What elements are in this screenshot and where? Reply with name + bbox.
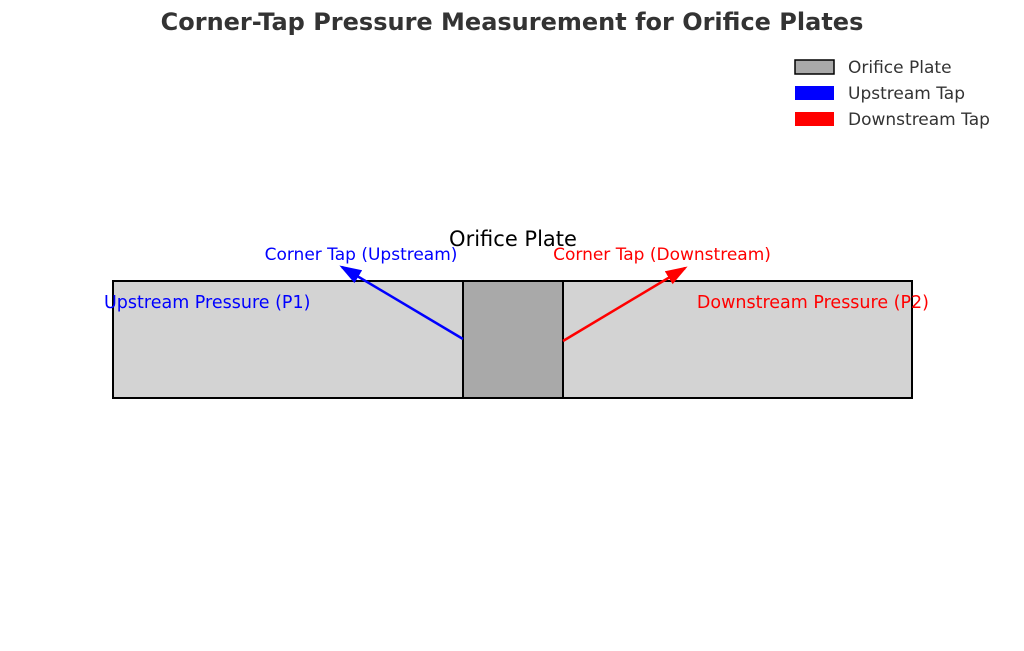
orifice-plate bbox=[463, 281, 563, 398]
figure-title: Corner-Tap Pressure Measurement for Orifice Plates bbox=[160, 8, 864, 36]
upstream-pressure-label: Upstream Pressure (P1) bbox=[104, 293, 311, 313]
orifice-plate-label: Orifice Plate bbox=[449, 227, 577, 251]
legend-swatch-upstream-tap bbox=[795, 86, 834, 100]
downstream-tap-label: Corner Tap (Downstream) bbox=[553, 245, 771, 265]
legend-swatch-orifice-plate bbox=[795, 60, 834, 74]
legend-label-orifice-plate: Orifice Plate bbox=[848, 58, 952, 78]
downstream-pressure-label: Downstream Pressure (P2) bbox=[696, 293, 929, 313]
upstream-tap-label: Corner Tap (Upstream) bbox=[264, 245, 458, 265]
legend-swatch-downstream-tap bbox=[795, 112, 834, 126]
legend-label-upstream-tap: Upstream Tap bbox=[848, 84, 965, 104]
legend-label-downstream-tap: Downstream Tap bbox=[848, 110, 990, 130]
